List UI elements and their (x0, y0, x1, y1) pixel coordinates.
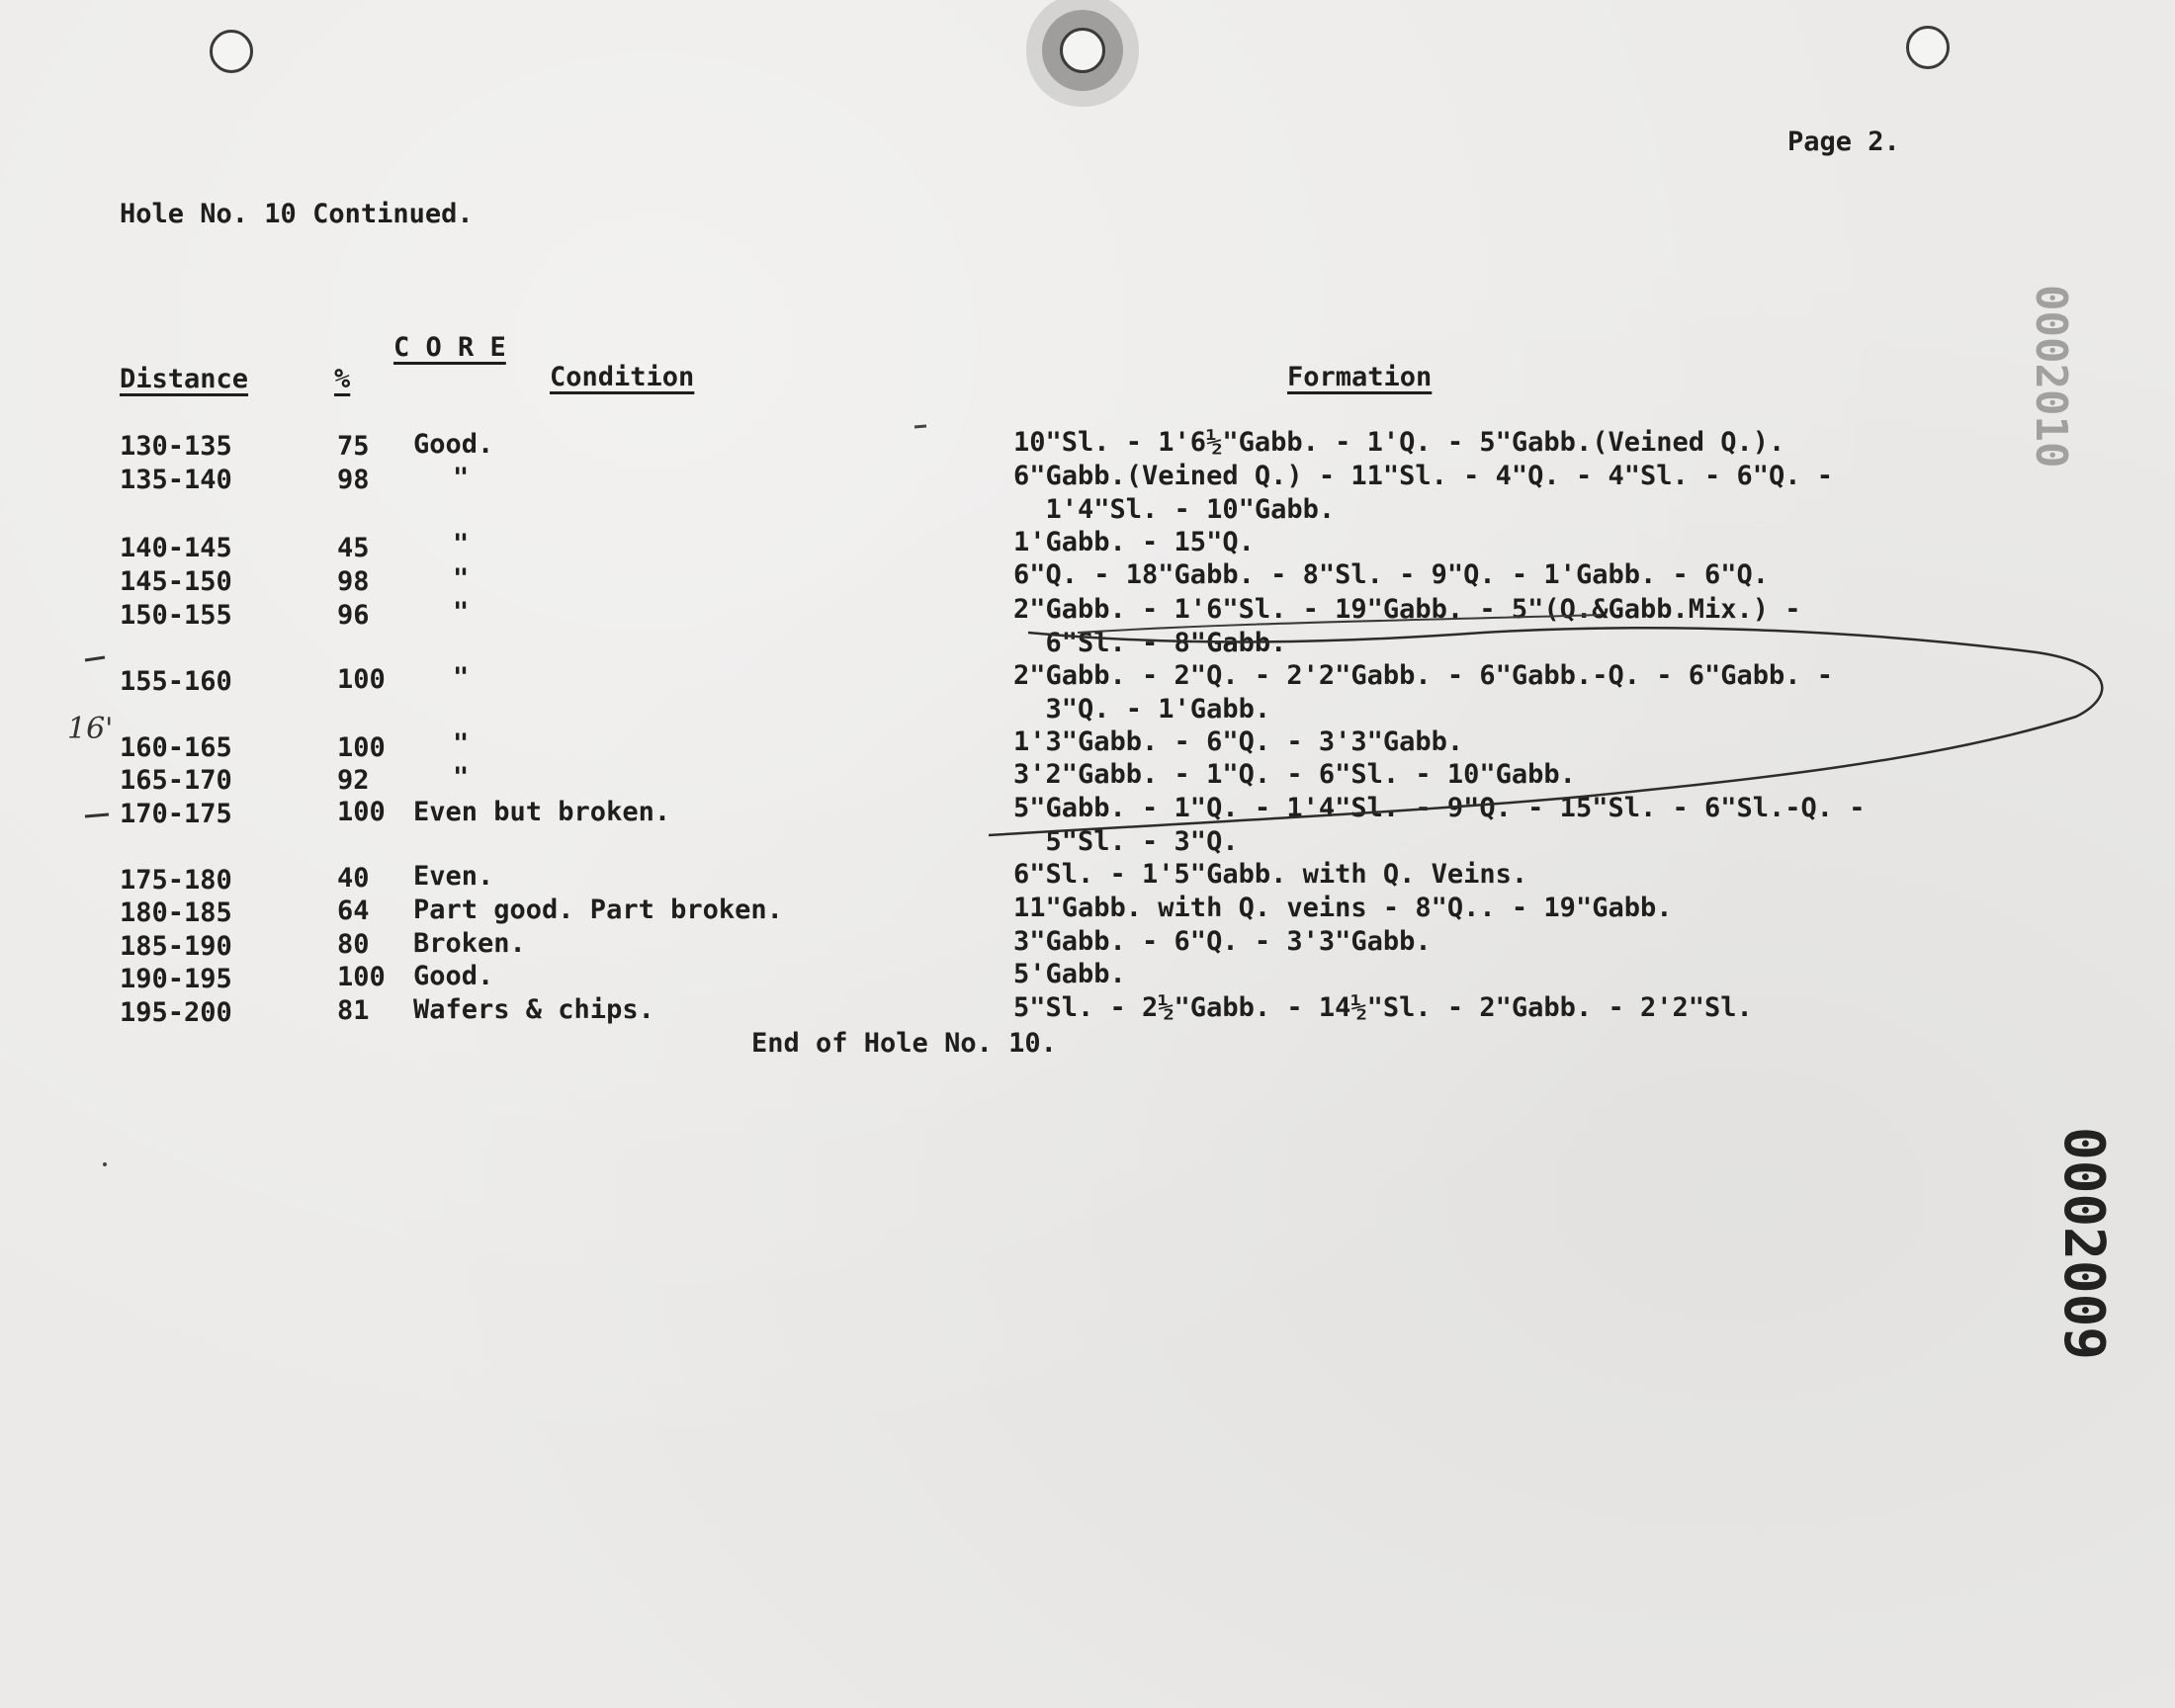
scan-speck-dash (914, 426, 926, 427)
row-formation: 6"Gabb.(Veined Q.) - 11"Sl. - 4"Q. - 4"Sl. - 6"Q. - (1013, 461, 1834, 491)
row-formation-cont: 5"Sl. - 3"Q. (1013, 826, 1239, 857)
row-percent: 100 (337, 732, 386, 763)
row-distance: 155-160 (120, 666, 232, 697)
row-distance: 160-165 (120, 732, 232, 763)
row-percent: 45 (337, 533, 370, 563)
row-condition: Broken. (413, 928, 526, 959)
row-formation: 5'Gabb. (1013, 959, 1126, 989)
row-formation: 2"Gabb. - 2"Q. - 2'2"Gabb. - 6"Gabb.-Q. - 6"Gabb. - (1013, 660, 1834, 691)
row-formation: 2"Gabb. - 1'6"Sl. - 19"Gabb. - 5"(Q.&Gabb.Mix.) - (1013, 594, 1801, 625)
handwritten-note: 16' (67, 712, 114, 746)
row-distance: 170-175 (120, 799, 232, 829)
core-group-header: C O R E (393, 332, 506, 363)
pen-loop-stroke (989, 628, 2102, 835)
row-condition: " (453, 662, 470, 693)
row-percent: 100 (337, 962, 386, 992)
row-distance: 135-140 (120, 465, 232, 495)
end-note: End of Hole No. 10. (751, 1028, 1057, 1059)
row-formation-cont: 6"Sl. - 8"Gabb. (1013, 628, 1287, 658)
row-formation: 3'2"Gabb. - 1"Q. - 6"Sl. - 10"Gabb. (1013, 759, 1576, 790)
row-condition: " (453, 563, 470, 594)
stamp-number: 0002009 (2051, 1127, 2116, 1361)
row-condition: " (453, 463, 470, 493)
formation-header: Formation (1287, 362, 1433, 392)
row-condition: Good. (413, 961, 494, 991)
row-percent: 75 (337, 431, 370, 462)
row-condition: Part good. Part broken. (413, 895, 783, 925)
row-condition: " (453, 597, 470, 628)
page-number: Page 2. (1787, 127, 1900, 157)
row-percent: 92 (337, 765, 370, 796)
row-condition: Even but broken. (413, 797, 671, 827)
row-percent: 100 (337, 797, 386, 827)
row-distance: 190-195 (120, 964, 232, 994)
row-percent: 96 (337, 600, 370, 631)
row-distance: 145-150 (120, 566, 232, 597)
row-formation: 1'3"Gabb. - 6"Q. - 3'3"Gabb. (1013, 726, 1464, 757)
row-percent: 40 (337, 863, 370, 894)
pen-mark-150 (85, 657, 105, 660)
row-percent: 98 (337, 566, 370, 597)
row-condition: Even. (413, 861, 494, 892)
stamp-number-faint: 0002010 (2026, 285, 2076, 469)
row-distance: 175-180 (120, 865, 232, 896)
section-title: Hole No. 10 Continued. (120, 199, 474, 229)
row-formation: 1'Gabb. - 15"Q. (1013, 527, 1255, 557)
row-formation: 11"Gabb. with Q. veins - 8"Q.. - 19"Gabb. (1013, 893, 1673, 923)
scan-speck-dot (103, 1162, 107, 1166)
row-distance: 150-155 (120, 600, 232, 631)
row-condition: " (453, 529, 470, 559)
row-formation: 6"Sl. - 1'5"Gabb. with Q. Veins. (1013, 859, 1528, 890)
row-formation: 5"Gabb. - 1"Q. - 1'4"Sl. - 9"Q. - 15"Sl. - 6"Sl.-Q. - (1013, 793, 1866, 823)
row-condition: " (453, 762, 470, 793)
condition-header: Condition (550, 362, 695, 392)
row-distance: 180-185 (120, 897, 232, 928)
row-formation-cont: 3"Q. - 1'Gabb. (1013, 694, 1271, 725)
row-formation: 3"Gabb. - 6"Q. - 3'3"Gabb. (1013, 926, 1432, 957)
percent-header: % (334, 364, 351, 394)
row-formation-cont: 1'4"Sl. - 10"Gabb. (1013, 494, 1336, 525)
row-condition: Wafers & chips. (413, 994, 654, 1025)
row-percent: 64 (337, 896, 370, 926)
pen-mark-170 (85, 814, 109, 816)
row-distance: 195-200 (120, 997, 232, 1028)
row-distance: 165-170 (120, 765, 232, 796)
row-formation: 5"Sl. - 2½"Gabb. - 14½"Sl. - 2"Gabb. - 2'2"Sl. (1013, 992, 1753, 1023)
row-percent: 98 (337, 465, 370, 495)
row-distance: 130-135 (120, 431, 232, 462)
row-distance: 185-190 (120, 931, 232, 962)
row-condition: Good. (413, 429, 494, 460)
row-percent: 81 (337, 995, 370, 1026)
row-formation: 6"Q. - 18"Gabb. - 8"Sl. - 9"Q. - 1'Gabb. - 6"Q. (1013, 559, 1770, 590)
row-distance: 140-145 (120, 533, 232, 563)
row-condition: " (453, 728, 470, 759)
row-percent: 100 (337, 664, 386, 695)
row-formation: 10"Sl. - 1'6½"Gabb. - 1'Q. - 5"Gabb.(Veined Q.). (1013, 427, 1785, 458)
row-percent: 80 (337, 929, 370, 960)
distance-header: Distance (120, 364, 249, 394)
